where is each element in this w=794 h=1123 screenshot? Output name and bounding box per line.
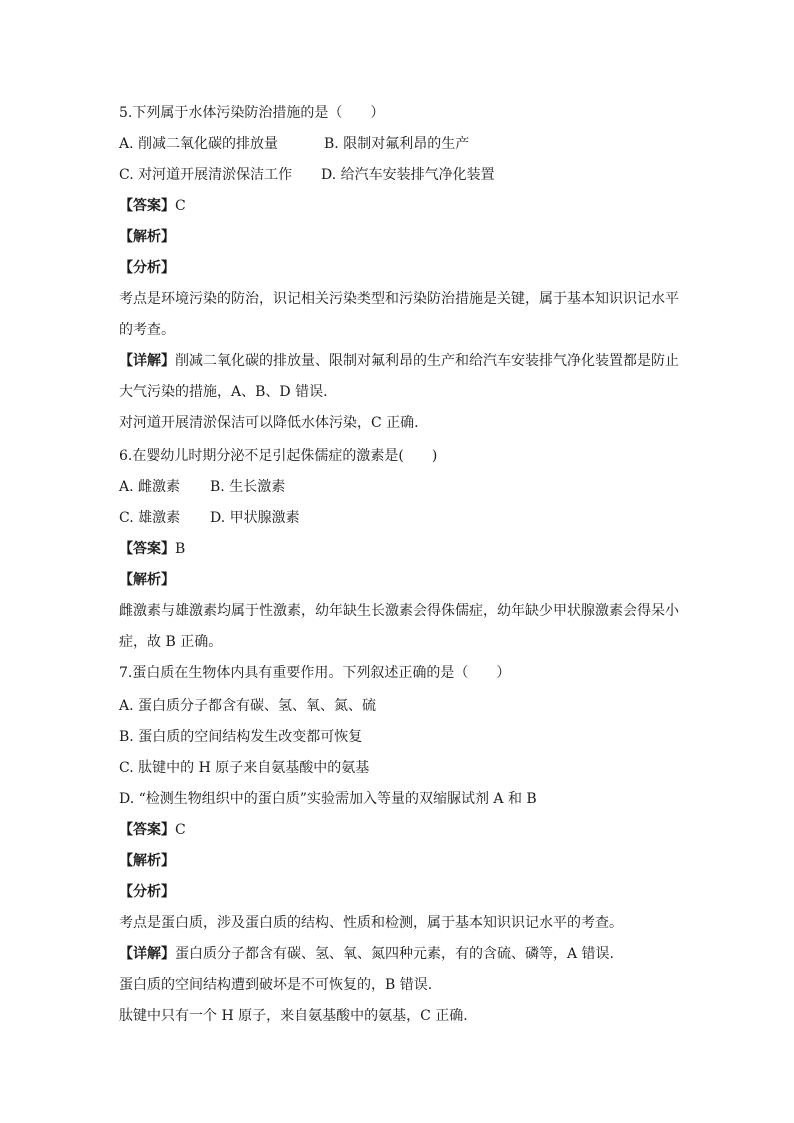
- q5-option-a: A. 削减二氧化碳的排放量: [119, 136, 279, 152]
- q7-answer: [119, 821, 186, 839]
- q5-fenxi-line-2: 的考查。: [119, 322, 175, 338]
- q5-option-c: C. 对河道开展清淤保洁工作: [119, 167, 293, 183]
- q5-xiangjie-line-3: 对河道开展清淤保洁可以降低水体污染，C 正确.: [119, 415, 419, 431]
- q5-fenxi-line-1: 考点是环境污染的防治，识记相关污染类型和污染防治措施是关键，属于基本知识识记水平: [119, 291, 679, 307]
- xiangjie-text: 蛋白质分子都含有碳、氢、氧、氮四种元素，有的含硫、磷等，A 错误.: [175, 946, 615, 962]
- q7-fenxi-tag: 【分析】: [119, 884, 175, 900]
- answer-value: B: [175, 541, 186, 557]
- q6-answer: [119, 540, 185, 558]
- q6-jiexi-line-1: 雌激素与雄激素均属于性激素，幼年缺生长激素会得侏儒症，幼年缺少甲状腺激素会得呆小: [119, 603, 679, 619]
- q5-option-b: B. 限制对氟利昂的生产: [324, 136, 470, 152]
- q5-fenxi-tag: 【分析】: [119, 260, 175, 276]
- q6-option-a: A. 雌激素: [119, 479, 181, 495]
- q5-xiangjie-line-2: 大气污染的措施，A、B、D 错误.: [119, 384, 328, 400]
- q7-option-b: B. 蛋白质的空间结构发生改变都可恢复: [119, 729, 363, 745]
- q7-fenxi-line-1: 考点是蛋白质，涉及蛋白质的结构、性质和检测，属于基本知识识记水平的考查。: [119, 915, 623, 931]
- q7-xiangjie-line-2: 蛋白质的空间结构遭到破坏是不可恢复的，B 错误.: [119, 977, 433, 993]
- q5-xiangjie-line-1: [119, 352, 679, 370]
- q7-xiangjie-line-1: [119, 945, 614, 963]
- q7-xiangjie-line-3: 肽键中只有一个 H 原子，来自氨基酸中的氨基，C 正确.: [119, 1008, 468, 1024]
- q7-option-c: C. 肽键中的 H 原子来自氨基酸中的氨基: [119, 760, 370, 776]
- answer-tag: 【答案】: [119, 541, 175, 557]
- q6-option-d: D. 甲状腺激素: [210, 510, 300, 526]
- xiangjie-text: 削减二氧化碳的排放量、限制对氟利昂的生产和给汽车安装排气净化装置都是防止: [175, 353, 679, 369]
- answer-tag: 【答案】: [119, 822, 175, 838]
- q6-stem: 6.在婴幼儿时期分泌不足引起侏儒症的激素是( ): [119, 448, 438, 464]
- q6-jiexi-line-2: 症，故 B 正确。: [119, 634, 223, 650]
- answer-value: C: [175, 198, 186, 214]
- q6-jiexi-tag: 【解析】: [119, 572, 175, 588]
- q5-answer: [119, 197, 186, 215]
- answer-tag: 【答案】: [119, 198, 175, 214]
- q5-option-d: D. 给汽车安装排气净化装置: [321, 167, 495, 183]
- xiangjie-tag: 【详解】: [119, 353, 175, 369]
- q6-option-b: B. 生长激素: [210, 479, 286, 495]
- q7-stem: 7.蛋白质在生物体内具有重要作用。下列叙述正确的是（ ）: [119, 665, 511, 681]
- q5-jiexi-tag: 【解析】: [119, 229, 175, 245]
- q7-option-a: A. 蛋白质分子都含有碳、氢、氧、氮、硫: [119, 698, 377, 714]
- answer-value: C: [175, 822, 186, 838]
- q6-option-c: C. 雄激素: [119, 510, 181, 526]
- q7-jiexi-tag: 【解析】: [119, 853, 175, 869]
- q7-option-d: D. “检测生物组织中的蛋白质”实验需加入等量的双缩脲试剂 A 和 B: [119, 791, 537, 807]
- q5-stem: 5.下列属于水体污染防治措施的是（ ）: [119, 105, 385, 121]
- xiangjie-tag: 【详解】: [119, 946, 175, 962]
